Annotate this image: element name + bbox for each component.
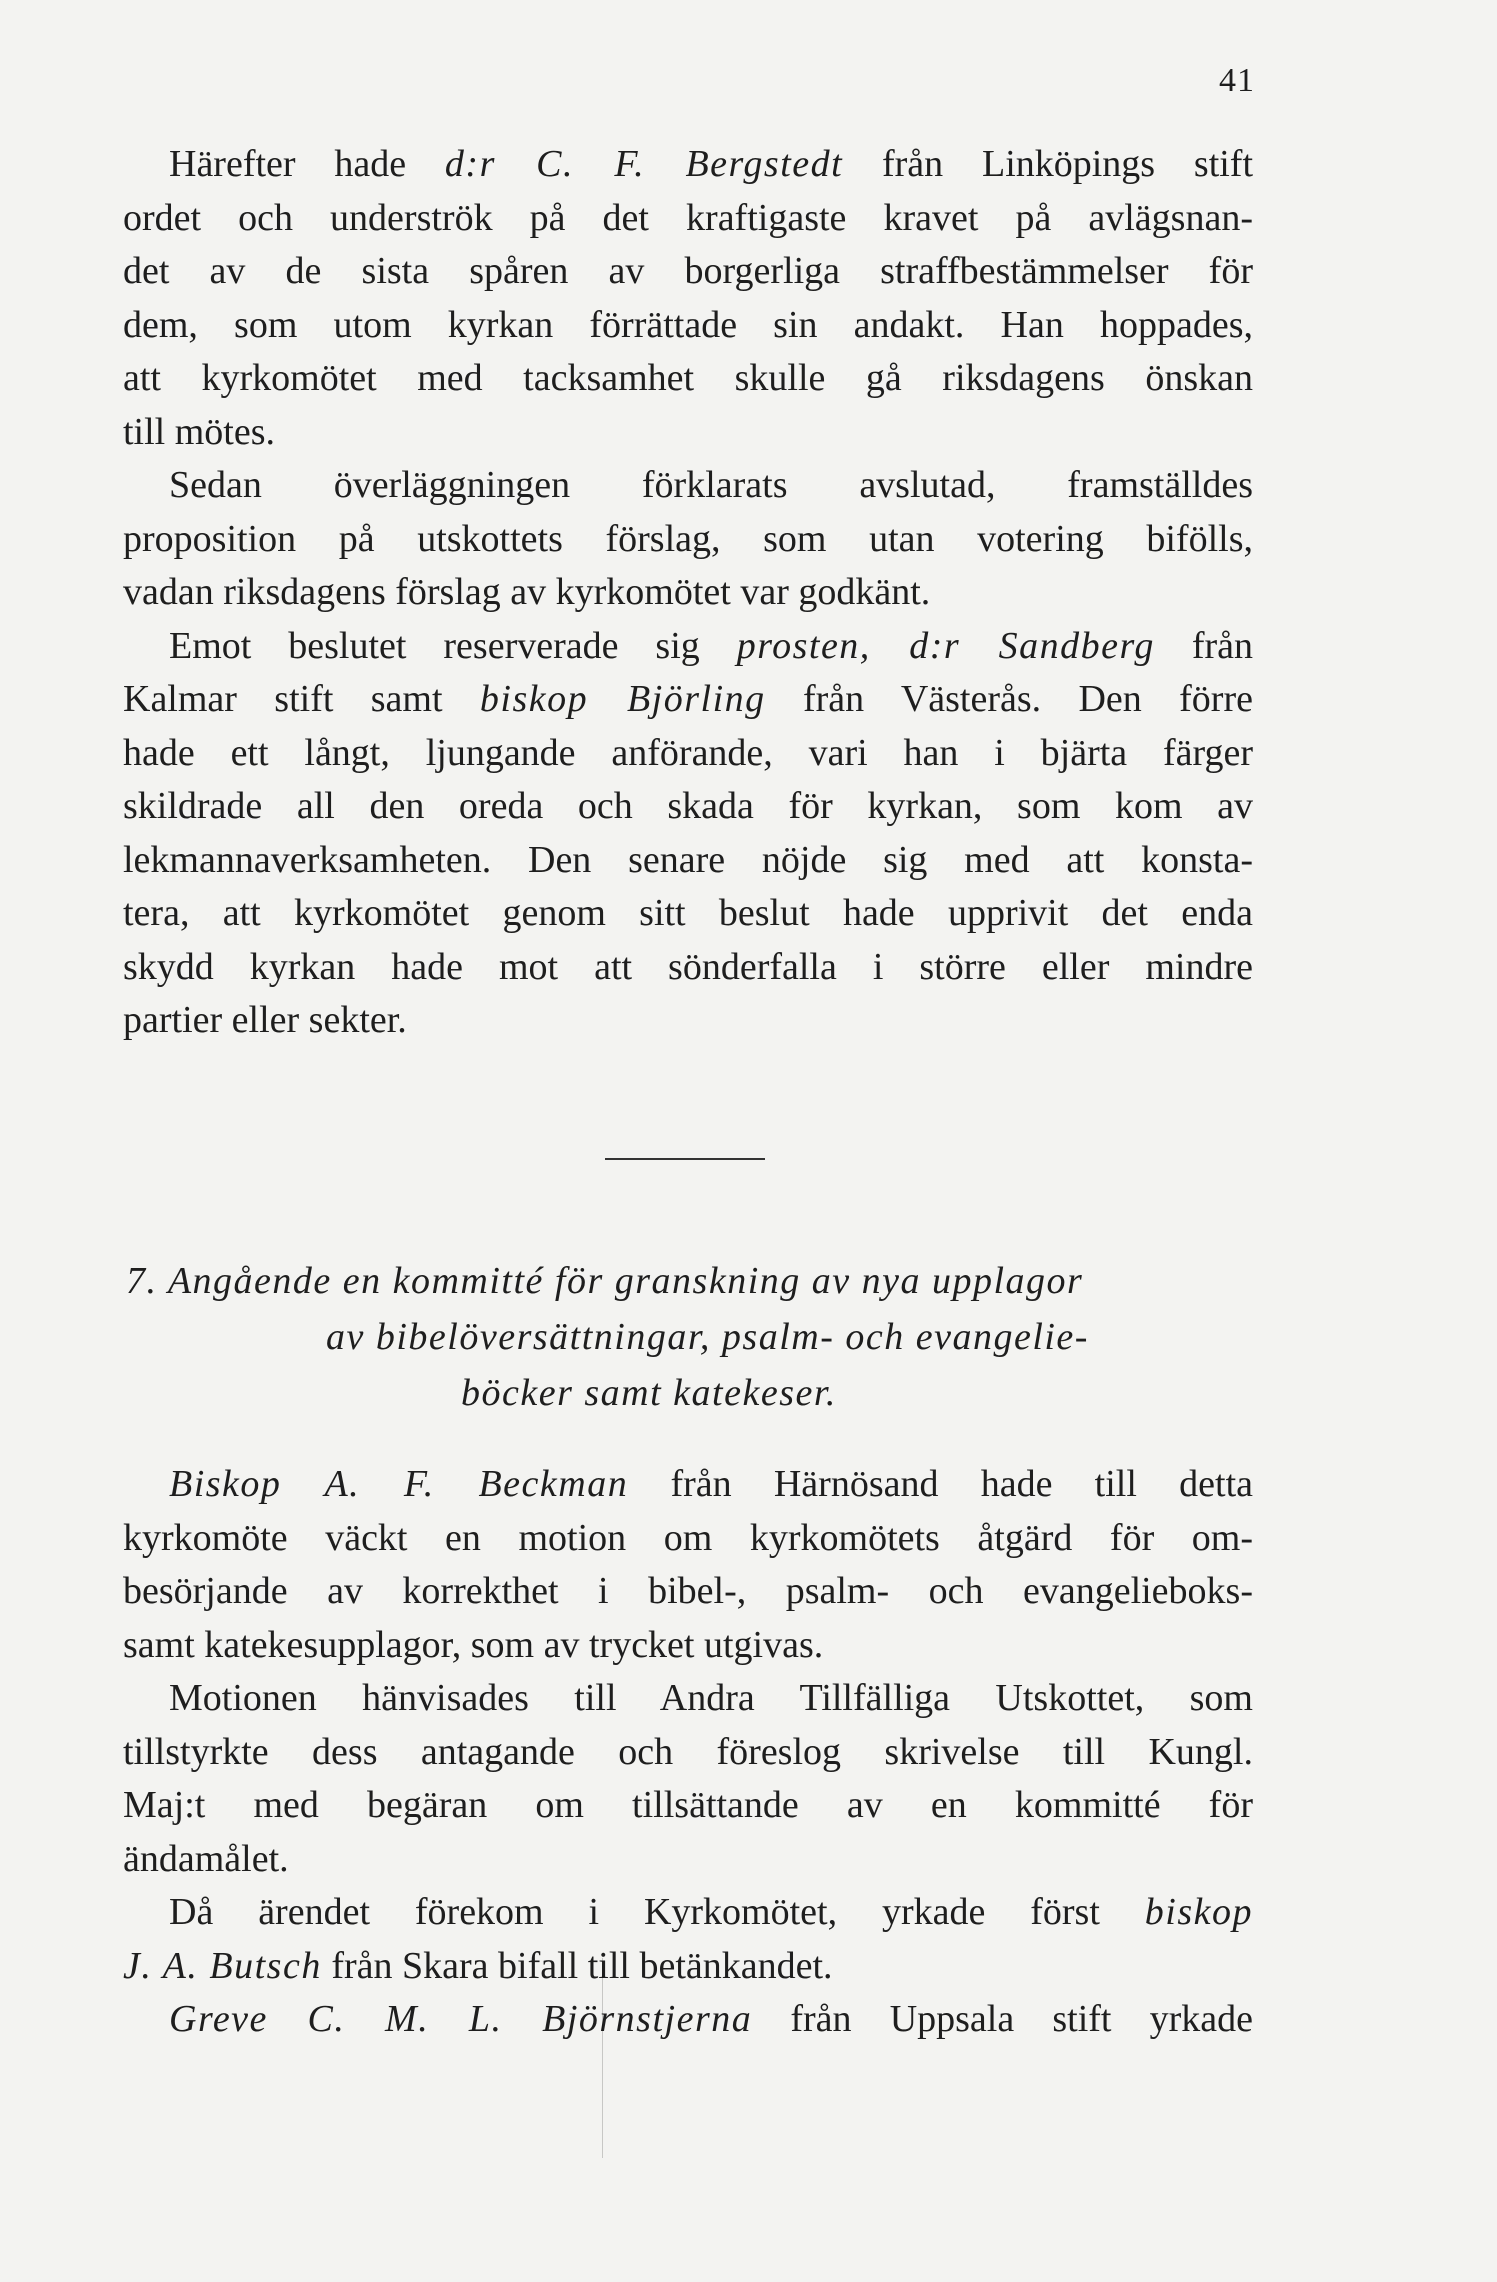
text-line [123, 941, 1253, 995]
heading-line-3: böcker samt katekeser. [461, 1372, 837, 1414]
text-line [123, 727, 1253, 781]
text-run: ordet och underströk på det kraftigaste kravet på avlägsnan- [123, 196, 1253, 239]
text-run: det av de sista spåren av borgerliga straffbestämmelser för [123, 250, 1253, 292]
text-run: skildrade all den oreda och skada för kyrkan, som kom av [123, 785, 1253, 827]
text-line [123, 352, 1253, 406]
text-line [123, 1940, 1253, 1994]
text-line [123, 887, 1253, 941]
text-line [123, 620, 1253, 674]
text-run: från Linköpings stift [843, 143, 1254, 185]
text-run: från Uppsala stift yrkade [752, 1998, 1253, 2040]
text-line [123, 406, 1253, 460]
text-line [123, 459, 1253, 513]
heading-line-2: av bibelöversättningar, psalm- och evangelie- [326, 1316, 1089, 1358]
text-line [123, 245, 1253, 299]
text-run: besörjande av korrekthet i bibel-, psalm- och evangelieboks- [123, 1570, 1253, 1612]
text-line [123, 1833, 1253, 1887]
text-run: skydd kyrkan hade mot att sönderfalla i större eller mindre [123, 945, 1253, 988]
text-line [123, 192, 1253, 246]
text-run: dem, som utom kyrkan förrättade sin andakt. Han hoppades, [123, 303, 1253, 346]
text-run: Då ärendet förekom i Kyrkomötet, yrkade först [169, 1891, 1145, 1933]
text-line [123, 673, 1253, 727]
text-run: ändamålet. [123, 1837, 289, 1880]
text-run: tillstyrkte dess antagande och föreslog skrivelse till Kungl. [123, 1730, 1253, 1773]
text-run: tera, att kyrkomötet genom sitt beslut hade upprivit det enda [123, 892, 1253, 934]
text-line [123, 834, 1253, 888]
italic-name: d:r C. F. Bergstedt [444, 143, 844, 185]
text-line [123, 1458, 1253, 1512]
text-line [123, 1565, 1253, 1619]
text-line [123, 1993, 1253, 2047]
text-run: Maj:t med begäran om tillsättande av en kommitté för [123, 1784, 1253, 1826]
text-line [123, 138, 1253, 192]
page-number: 41 [1219, 62, 1255, 99]
italic-name: Greve C. M. L. Björnstjerna [169, 1998, 753, 2040]
section-heading [126, 1253, 1256, 1421]
italic-name: prosten, d:r Sandberg [736, 624, 1155, 667]
text-run: kyrkomöte väckt en motion om kyrkomötets åtgärd för om- [123, 1516, 1253, 1559]
text-run: från Skara bifall till betänkandet. [321, 1944, 833, 1987]
text-run: Motionen hänvisades till Andra Tillfälliga Utskottet, som [169, 1677, 1253, 1719]
text-run: partier eller sekter. [123, 999, 407, 1041]
text-run: Härefter hade [169, 143, 445, 185]
italic-name: biskop [1144, 1891, 1253, 1933]
text-run: Sedan överläggningen förklarats avslutad, framställdes [169, 464, 1253, 506]
heading-line-1: 7. Angående en kommitté för granskning av nya upplagor [126, 1260, 1084, 1302]
scan-gutter-mark [602, 1958, 603, 2158]
text-run: Emot beslutet reserverade sig [169, 624, 737, 667]
text-run: från Härnösand hade till detta [628, 1463, 1253, 1505]
text-run: Kalmar stift samt [123, 678, 480, 720]
text-run: hade ett långt, ljungande anförande, vari han i bjärta färger [123, 731, 1253, 774]
text-run: vadan riksdagens förslag av kyrkomötet var godkänt. [123, 571, 931, 613]
text-line [123, 513, 1253, 567]
text-run: att kyrkomötet med tacksamhet skulle gå riksdagens önskan [123, 357, 1253, 399]
paragraphs-section-2 [123, 1458, 1253, 2047]
text-line [123, 780, 1253, 834]
text-run: från [1154, 624, 1253, 667]
text-line [123, 566, 1253, 620]
text-run: till mötes. [123, 410, 275, 453]
italic-name: Biskop A. F. Beckman [169, 1463, 629, 1505]
text-run: lekmannaverksamheten. Den senare nöjde sig med att konsta- [123, 838, 1253, 881]
italic-name: biskop Björling [479, 678, 766, 720]
paragraphs-section-1 [123, 138, 1253, 1048]
text-line [123, 1672, 1253, 1726]
text-line [123, 1512, 1253, 1566]
italic-name: J. A. Butsch [123, 1944, 322, 1987]
text-run: samt katekesupplagor, som av trycket utgivas. [123, 1623, 824, 1666]
text-run: proposition på utskottets förslag, som utan votering bifölls, [123, 517, 1253, 560]
text-line [123, 299, 1253, 353]
text-line [123, 1619, 1253, 1673]
text-line [123, 1886, 1253, 1940]
text-line [123, 994, 1253, 1048]
text-run: från Västerås. Den förre [765, 678, 1253, 720]
text-line [123, 1726, 1253, 1780]
text-line [123, 1779, 1253, 1833]
section-divider [605, 1158, 765, 1160]
